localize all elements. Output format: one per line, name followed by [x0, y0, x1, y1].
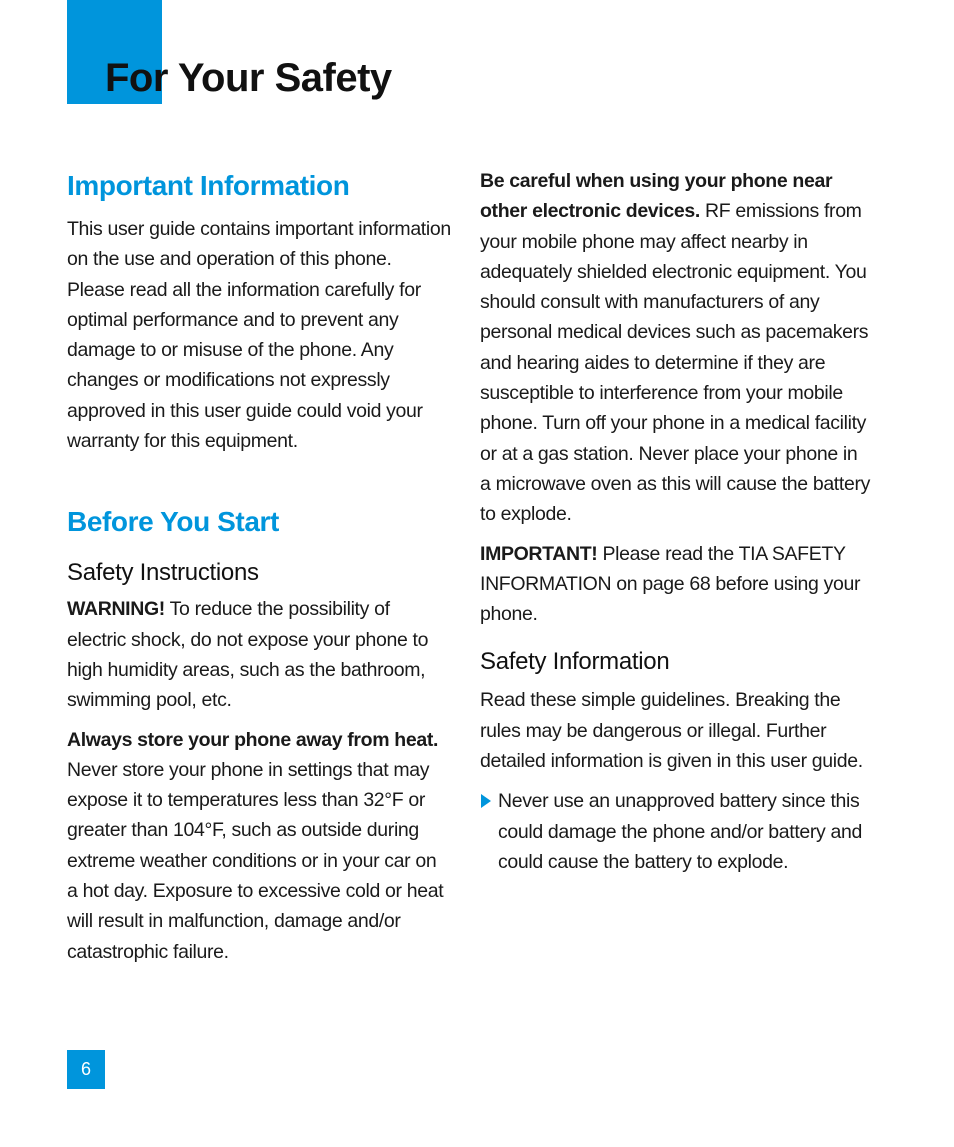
- electronic-devices-text: RF emissions from your mobile phone may affect nearby in adequately shielded electronic equipment. You should consult with manufacturers of any personal medical devices such as pacemakers and hearing aides to determine if they are susceptible to interference from your mobile phone. Turn off your phone in a medical facility or at a gas station. Never place your phone in a microwave oven as this will cause the battery to explode.: [480, 200, 870, 526]
- right-column: [480, 166, 872, 877]
- triangle-right-icon: [481, 794, 491, 808]
- safety-instructions-heading: Safety Instructions: [67, 559, 259, 587]
- page-number: 6: [67, 1050, 105, 1089]
- store-away-from-heat-label: Always store your phone away from heat.: [67, 728, 439, 751]
- safety-information-heading: Safety Information: [480, 648, 670, 676]
- before-you-start-heading: Before You Start: [67, 506, 279, 538]
- safety-information-text: Read these simple guidelines. Breaking the rules may be dangerous or illegal. Further detailed information is given in this user guide.: [480, 689, 863, 773]
- bullet-item-text: Never use an unapproved battery since this could damage the phone and/or battery and could cause the battery to explode.: [498, 790, 863, 873]
- bullet-item: [480, 786, 872, 877]
- left-column: [67, 166, 451, 967]
- important-notice-text: Please read the TIA SAFETY INFORMATION on page 68 before using your phone.: [480, 542, 861, 626]
- store-away-from-heat-text: Never store your phone in settings that may expose it to temperatures less than 32°F or greater than 104°F, such as outside during extreme weather conditions or in your car on a hot day. Exposure to excessive cold or heat will result in malfunction, damage and/or catastrophic failure.: [67, 758, 444, 963]
- page-title: For Your Safety: [105, 56, 392, 100]
- electronic-devices-label: Be careful when using your phone near other electronic devices.: [480, 170, 833, 223]
- warning-text: To reduce the possibility of electric shock, do not expose your phone to high humidity areas, such as the bathroom, swimming pool, etc.: [67, 598, 429, 712]
- important-information-heading: Important Information: [67, 170, 350, 201]
- store-away-from-heat-paragraph: [67, 725, 451, 967]
- important-information-text: This user guide contains important information on the use and operation of this phone. Please read all the information carefully for optimal performance and to prevent any damage to or misuse of the phone. Any changes or modifications not expressly approved in this user guide could void your warranty for this equipment.: [67, 218, 451, 453]
- electronic-devices-paragraph: [480, 166, 872, 530]
- important-notice-paragraph: [480, 539, 872, 630]
- warning-label: WARNING!: [67, 598, 165, 621]
- warning-paragraph: [67, 594, 451, 715]
- important-notice-label: IMPORTANT!: [480, 542, 598, 565]
